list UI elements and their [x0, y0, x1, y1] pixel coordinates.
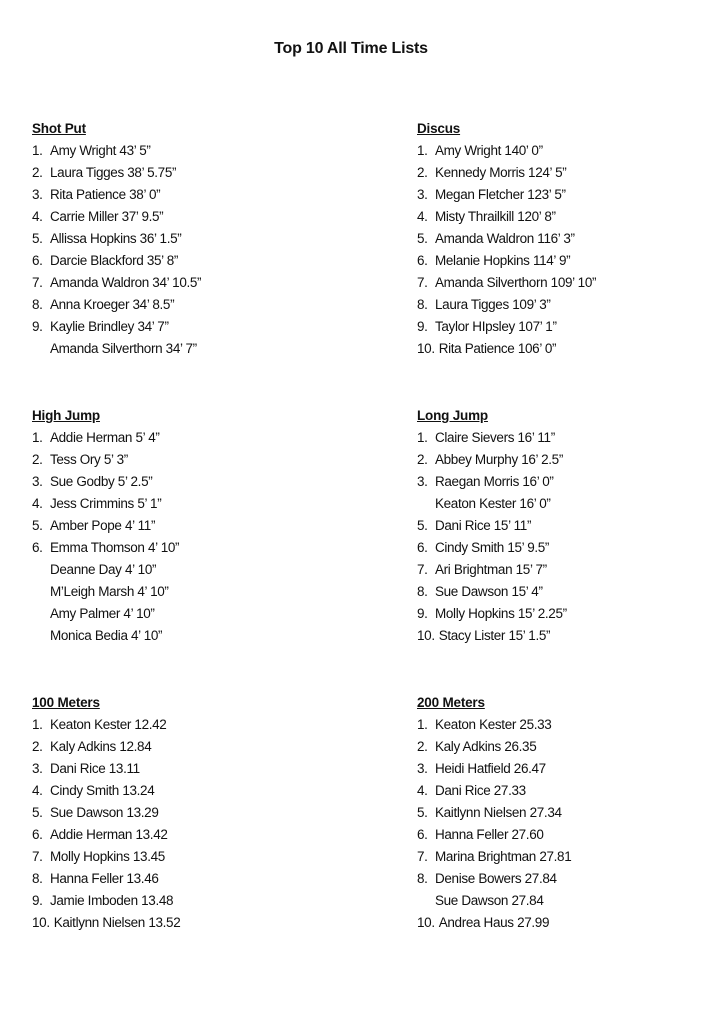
rank-number: 8.	[417, 297, 428, 312]
rank-number: 9.	[32, 893, 43, 908]
list-item	[32, 471, 332, 493]
athlete-result: Dani Rice 15’ 11”	[435, 518, 532, 533]
rank-number: 4.	[417, 209, 428, 224]
rank-number: 6.	[32, 253, 43, 268]
list-item	[32, 802, 332, 824]
list-item	[417, 294, 702, 316]
list-item	[417, 824, 702, 846]
rank-number: 9.	[32, 319, 43, 334]
entry-list	[32, 714, 332, 934]
athlete-result: Raegan Morris 16’ 0”	[435, 474, 554, 489]
athlete-result: Jamie Imboden 13.48	[50, 893, 174, 908]
list-item	[417, 250, 702, 272]
list-item	[32, 294, 332, 316]
list-item	[32, 427, 332, 449]
rank-number: 2.	[417, 739, 428, 754]
list-item	[32, 912, 332, 934]
athlete-result: Hanna Feller 13.46	[50, 871, 159, 886]
rank-number: 4.	[417, 783, 428, 798]
athlete-result: Kaly Adkins 12.84	[50, 739, 152, 754]
rank-number: 2.	[32, 165, 43, 180]
entry-list	[32, 140, 332, 360]
rank-number: 10.	[417, 628, 435, 643]
athlete-result: Cindy Smith 15’ 9.5”	[435, 540, 550, 555]
section-100-meters	[32, 692, 332, 934]
list-item	[417, 228, 702, 250]
list-item	[417, 802, 702, 824]
section-title: Shot Put	[32, 121, 86, 136]
rank-number: 9.	[417, 319, 428, 334]
athlete-result: Andrea Haus 27.99	[438, 915, 550, 930]
rank-number: 3.	[32, 761, 43, 776]
list-item	[417, 338, 702, 360]
section-title: 200 Meters	[417, 695, 485, 710]
rank-number: 7.	[32, 849, 43, 864]
rank-number: 10.	[32, 915, 50, 930]
athlete-result: Molly Hopkins 13.45	[50, 849, 165, 864]
list-item	[417, 537, 702, 559]
list-item	[417, 206, 702, 228]
rank-number: 8.	[417, 871, 428, 886]
list-item	[32, 758, 332, 780]
list-item	[32, 714, 332, 736]
rank-number: 6.	[32, 827, 43, 842]
section-shot-put	[32, 118, 332, 360]
athlete-result: Darcie Blackford 35’ 8”	[50, 253, 179, 268]
athlete-result: Dani Rice 27.33	[435, 783, 526, 798]
rank-number: 5.	[417, 518, 428, 533]
list-item	[32, 272, 332, 294]
athlete-result: Laura Tigges 109’ 3”	[435, 297, 551, 312]
rank-number: 2.	[417, 452, 428, 467]
rank-number: 10.	[417, 915, 435, 930]
list-item	[417, 162, 702, 184]
list-item	[417, 912, 702, 934]
athlete-result: Amber Pope 4’ 11”	[50, 518, 156, 533]
athlete-result: Laura Tigges 38’ 5.75”	[50, 165, 177, 180]
athlete-result: Sue Dawson 15’ 4”	[435, 584, 543, 599]
list-item	[32, 493, 332, 515]
rank-number: 9.	[417, 606, 428, 621]
list-item	[417, 272, 702, 294]
section-title: High Jump	[32, 408, 100, 423]
rank-number: 5.	[417, 231, 428, 246]
rank-number	[32, 581, 50, 603]
rank-number: 4.	[32, 496, 43, 511]
rank-number: 2.	[417, 165, 428, 180]
entry-list	[417, 427, 702, 647]
athlete-result: Addie Herman 13.42	[50, 827, 168, 842]
athlete-result: Amanda Silverthorn 34’ 7”	[50, 341, 197, 356]
athlete-result: Megan Fletcher 123’ 5”	[435, 187, 566, 202]
list-item	[32, 780, 332, 802]
athlete-result: Tess Ory 5’ 3”	[50, 452, 128, 467]
list-item	[32, 625, 332, 647]
list-item	[32, 581, 332, 603]
athlete-result: Allissa Hopkins 36’ 1.5”	[50, 231, 182, 246]
rank-number: 2.	[32, 739, 43, 754]
list-item	[417, 890, 702, 912]
athlete-result: Claire Sievers 16’ 11”	[435, 430, 555, 445]
section-title: 100 Meters	[32, 695, 100, 710]
rank-number: 1.	[32, 717, 43, 732]
list-item	[417, 316, 702, 338]
entry-list	[417, 714, 702, 934]
athlete-result: Jess Crimmins 5’ 1”	[50, 496, 162, 511]
rank-number: 1.	[32, 430, 43, 445]
athlete-result: Addie Herman 5’ 4”	[50, 430, 160, 445]
athlete-result: M’Leigh Marsh 4’ 10”	[50, 584, 169, 599]
list-item	[417, 780, 702, 802]
list-item	[32, 338, 332, 360]
entry-list	[32, 427, 332, 647]
athlete-result: Rita Patience 106’ 0”	[438, 341, 557, 356]
rank-number: 6.	[417, 827, 428, 842]
athlete-result: Abbey Murphy 16’ 2.5”	[435, 452, 563, 467]
list-item	[32, 890, 332, 912]
list-item	[417, 625, 702, 647]
athlete-result: Marina Brightman 27.81	[435, 849, 572, 864]
rank-number: 8.	[417, 584, 428, 599]
athlete-result: Monica Bedia 4’ 10”	[50, 628, 163, 643]
rank-number: 3.	[32, 474, 43, 489]
rank-number: 4.	[32, 209, 43, 224]
list-item	[32, 868, 332, 890]
section-200-meters	[417, 692, 702, 934]
list-item	[32, 449, 332, 471]
athlete-result: Keaton Kester 25.33	[435, 717, 552, 732]
list-item	[32, 603, 332, 625]
athlete-result: Anna Kroeger 34’ 8.5”	[50, 297, 175, 312]
list-item	[32, 736, 332, 758]
rank-number: 3.	[417, 187, 428, 202]
list-item	[417, 846, 702, 868]
rank-number: 5.	[32, 231, 43, 246]
athlete-result: Heidi Hatfield 26.47	[435, 761, 546, 776]
section-long-jump	[417, 405, 702, 647]
rank-number	[32, 603, 50, 625]
list-item	[32, 250, 332, 272]
athlete-result: Keaton Kester 12.42	[50, 717, 167, 732]
athlete-result: Carrie Miller 37’ 9.5”	[50, 209, 164, 224]
list-item	[32, 140, 332, 162]
athlete-result: Taylor HIpsley 107’ 1”	[435, 319, 557, 334]
rank-number: 6.	[32, 540, 43, 555]
rank-number: 4.	[32, 783, 43, 798]
athlete-result: Hanna Feller 27.60	[435, 827, 544, 842]
list-item	[32, 824, 332, 846]
athlete-result: Stacy Lister 15’ 1.5”	[438, 628, 551, 643]
section-high-jump	[32, 405, 332, 647]
athlete-result: Sue Dawson 27.84	[435, 893, 544, 908]
rank-number	[32, 338, 50, 360]
list-item	[417, 515, 702, 537]
page-title: Top 10 All Time Lists	[274, 40, 428, 57]
rank-number: 7.	[417, 275, 428, 290]
list-item	[32, 228, 332, 250]
list-item	[417, 559, 702, 581]
rank-number: 3.	[417, 474, 428, 489]
rank-number	[32, 625, 50, 647]
rank-number	[32, 559, 50, 581]
list-item	[32, 846, 332, 868]
list-item	[417, 493, 702, 515]
rank-number	[417, 890, 435, 912]
rank-number: 6.	[417, 540, 428, 555]
athlete-result: Amy Wright 43’ 5”	[50, 143, 151, 158]
list-item	[417, 581, 702, 603]
section-title: Long Jump	[417, 408, 488, 423]
athlete-result: Kaly Adkins 26.35	[435, 739, 537, 754]
athlete-result: Kaylie Brindley 34’ 7”	[50, 319, 169, 334]
athlete-result: Emma Thomson 4’ 10”	[50, 540, 180, 555]
athlete-result: Deanne Day 4’ 10”	[50, 562, 157, 577]
rank-number: 1.	[417, 143, 428, 158]
athlete-result: Amy Wright 140’ 0”	[435, 143, 543, 158]
athlete-result: Denise Bowers 27.84	[435, 871, 557, 886]
list-item	[417, 868, 702, 890]
rank-number: 8.	[32, 297, 43, 312]
rank-number: 3.	[32, 187, 43, 202]
rank-number: 2.	[32, 452, 43, 467]
rank-number: 10.	[417, 341, 435, 356]
list-item	[32, 515, 332, 537]
athlete-result: Cindy Smith 13.24	[50, 783, 155, 798]
athlete-result: Amanda Waldron 116’ 3”	[435, 231, 575, 246]
rank-number	[417, 493, 435, 515]
athlete-result: Ari Brightman 15’ 7”	[435, 562, 547, 577]
list-item	[417, 449, 702, 471]
athlete-result: Molly Hopkins 15’ 2.25”	[435, 606, 567, 621]
rank-number: 1.	[32, 143, 43, 158]
list-item	[32, 316, 332, 338]
list-item	[417, 184, 702, 206]
list-item	[417, 427, 702, 449]
athlete-result: Rita Patience 38’ 0”	[50, 187, 161, 202]
list-item	[32, 537, 332, 559]
list-item	[417, 603, 702, 625]
list-item	[417, 714, 702, 736]
rank-number: 1.	[417, 717, 428, 732]
athlete-result: Kaitlynn Nielsen 13.52	[53, 915, 181, 930]
rank-number: 5.	[32, 518, 43, 533]
athlete-result: Melanie Hopkins 114’ 9”	[435, 253, 571, 268]
athlete-result: Sue Dawson 13.29	[50, 805, 159, 820]
list-item	[417, 471, 702, 493]
list-item	[32, 184, 332, 206]
rank-number: 8.	[32, 871, 43, 886]
rank-number: 3.	[417, 761, 428, 776]
section-title: Discus	[417, 121, 461, 136]
athlete-result: Kaitlynn Nielsen 27.34	[435, 805, 562, 820]
rank-number: 5.	[417, 805, 428, 820]
list-item	[32, 559, 332, 581]
rank-number: 1.	[417, 430, 428, 445]
entry-list	[417, 140, 702, 360]
athlete-result: Kennedy Morris 124’ 5”	[435, 165, 567, 180]
athlete-result: Amy Palmer 4’ 10”	[50, 606, 155, 621]
athlete-result: Amanda Silverthorn 109’ 10”	[435, 275, 597, 290]
rank-number: 7.	[32, 275, 43, 290]
rank-number: 7.	[417, 849, 428, 864]
athlete-result: Sue Godby 5’ 2.5”	[50, 474, 153, 489]
athlete-result: Dani Rice 13.11	[50, 761, 140, 776]
rank-number: 6.	[417, 253, 428, 268]
rank-number: 5.	[32, 805, 43, 820]
athlete-result: Keaton Kester 16’ 0”	[435, 496, 551, 511]
list-item	[417, 736, 702, 758]
athlete-result: Misty Thrailkill 120’ 8”	[435, 209, 556, 224]
athlete-result: Amanda Waldron 34’ 10.5”	[50, 275, 202, 290]
list-item	[32, 162, 332, 184]
section-discus	[417, 118, 702, 360]
list-item	[417, 758, 702, 780]
list-item	[32, 206, 332, 228]
list-item	[417, 140, 702, 162]
rank-number: 7.	[417, 562, 428, 577]
